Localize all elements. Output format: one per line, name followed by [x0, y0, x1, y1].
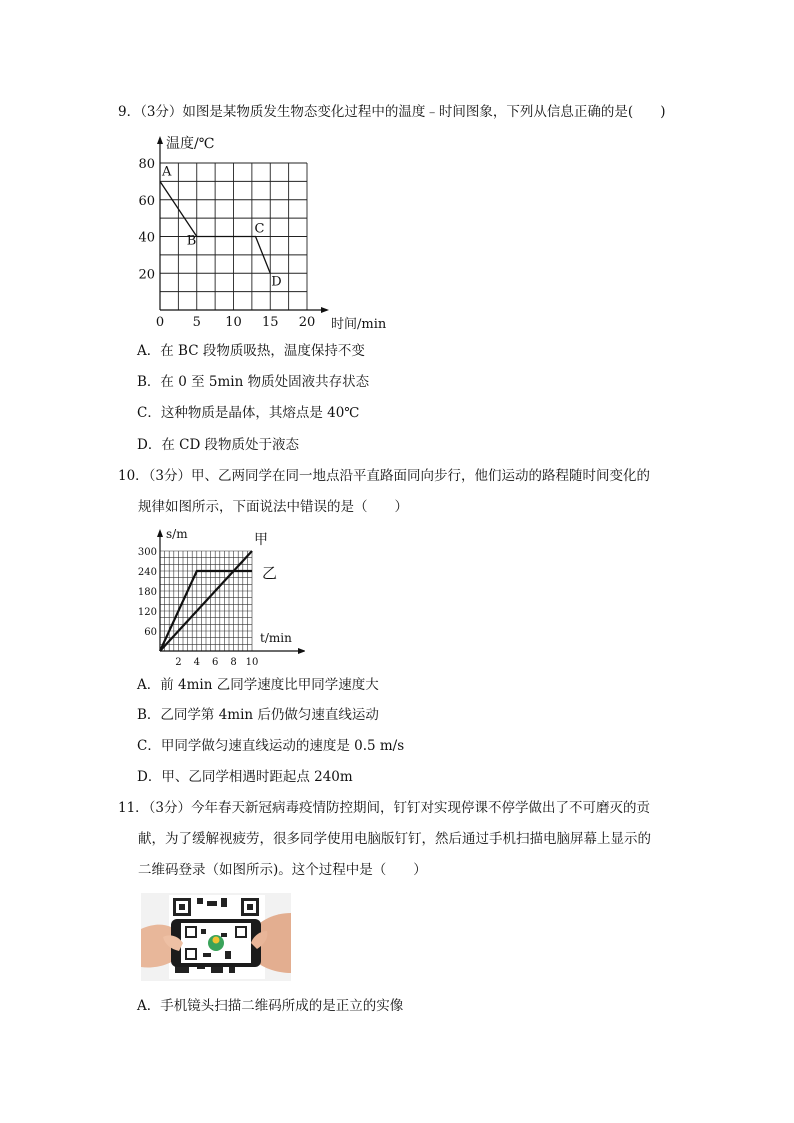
series-label-jia: 甲 — [254, 532, 268, 548]
y-tick-label: 20 — [138, 267, 155, 283]
chart-distance-time — [135, 525, 305, 670]
point-label-A: A — [162, 164, 172, 180]
q9-option-d: D．在 CD 段物质处于液态 — [137, 437, 300, 453]
series-label-yi: 乙 — [262, 564, 278, 582]
q10-option-d: D．甲、乙同学相遇时距起点 240m — [137, 769, 353, 785]
x-axis-arrow — [298, 648, 305, 654]
q11-stem-line1: 11．（3分）今年春天新冠病毒疫情防控期间，钉钉对实现停课不停学做出了不可磨灭的贡 — [118, 800, 651, 816]
y-tick-label: 180 — [137, 587, 157, 598]
x-tick-label: 8 — [230, 657, 237, 668]
chart-temperature-time — [135, 130, 395, 330]
q11-stem-line2: 献，为了缓解视疲劳，很多同学使用电脑版钉钉，然后通过手机扫描电脑屏幕上显示的 — [138, 831, 651, 847]
phone — [171, 919, 261, 967]
x-tick-label: 6 — [212, 657, 219, 668]
q10-option-a: A．前 4min 乙同学速度比甲同学速度大 — [137, 677, 379, 693]
y-tick-label: 120 — [137, 607, 157, 618]
x-tick-label: 0 — [155, 315, 165, 330]
y-axis-arrow — [157, 529, 163, 537]
point-label-C: C — [254, 221, 265, 237]
y-axis-label: s/m — [166, 527, 188, 541]
point-label-B: B — [186, 233, 197, 249]
y-tick-label: 300 — [137, 547, 157, 558]
q9-option-a: A．在 BC 段物质吸热，温度保持不变 — [137, 343, 365, 359]
q11-stem-line3: 二维码登录（如图所示)。这个过程中是（ ） — [138, 862, 427, 878]
x-tick-label: 5 — [192, 315, 201, 330]
q10-stem-line2: 规律如图所示，下面说法中错误的是（ ） — [138, 499, 408, 515]
x-axis-arrow — [321, 307, 329, 313]
x-axis-label: t/min — [260, 631, 292, 645]
point-label-D: D — [271, 274, 282, 290]
y-axis-label: 温度/℃ — [166, 136, 215, 152]
q10-option-c: C．甲同学做匀速直线运动的速度是 0.5 m/s — [137, 738, 405, 754]
x-tick-label: 15 — [261, 315, 279, 330]
y-tick-label: 60 — [144, 627, 157, 638]
y-tick-label: 80 — [138, 157, 155, 172]
x-tick-label: 10 — [225, 315, 242, 330]
qr-scan-photo — [141, 893, 291, 981]
y-tick-label: 60 — [138, 193, 155, 209]
x-axis-label: 时间/min — [331, 317, 387, 330]
q9-stem: 9．（3分）如图是某物质发生物态变化过程中的温度﹣时间图象，下列从信息正确的是( ) — [118, 104, 666, 120]
q9-option-b: B．在 0 至 5min 物质处固液共存状态 — [137, 374, 370, 390]
x-tick-label: 10 — [245, 657, 259, 668]
q10-stem-line1: 10．（3分）甲、乙两同学在同一地点沿平直路面同向步行，他们运动的路程随时间变化的 — [118, 468, 651, 484]
q11-option-a: A．手机镜头扫描二维码所成的是正立的实像 — [137, 998, 404, 1014]
q9-option-c: C．这种物质是晶体，其熔点是 40℃ — [137, 405, 360, 421]
y-tick-label: 40 — [138, 230, 155, 246]
x-tick-label: 4 — [193, 657, 200, 668]
q10-option-b: B．乙同学第 4min 后仍做匀速直线运动 — [137, 707, 379, 723]
x-tick-label: 20 — [298, 315, 316, 330]
y-axis-arrow — [157, 136, 163, 144]
x-tick-label: 2 — [175, 657, 182, 668]
y-tick-label: 240 — [137, 567, 157, 578]
